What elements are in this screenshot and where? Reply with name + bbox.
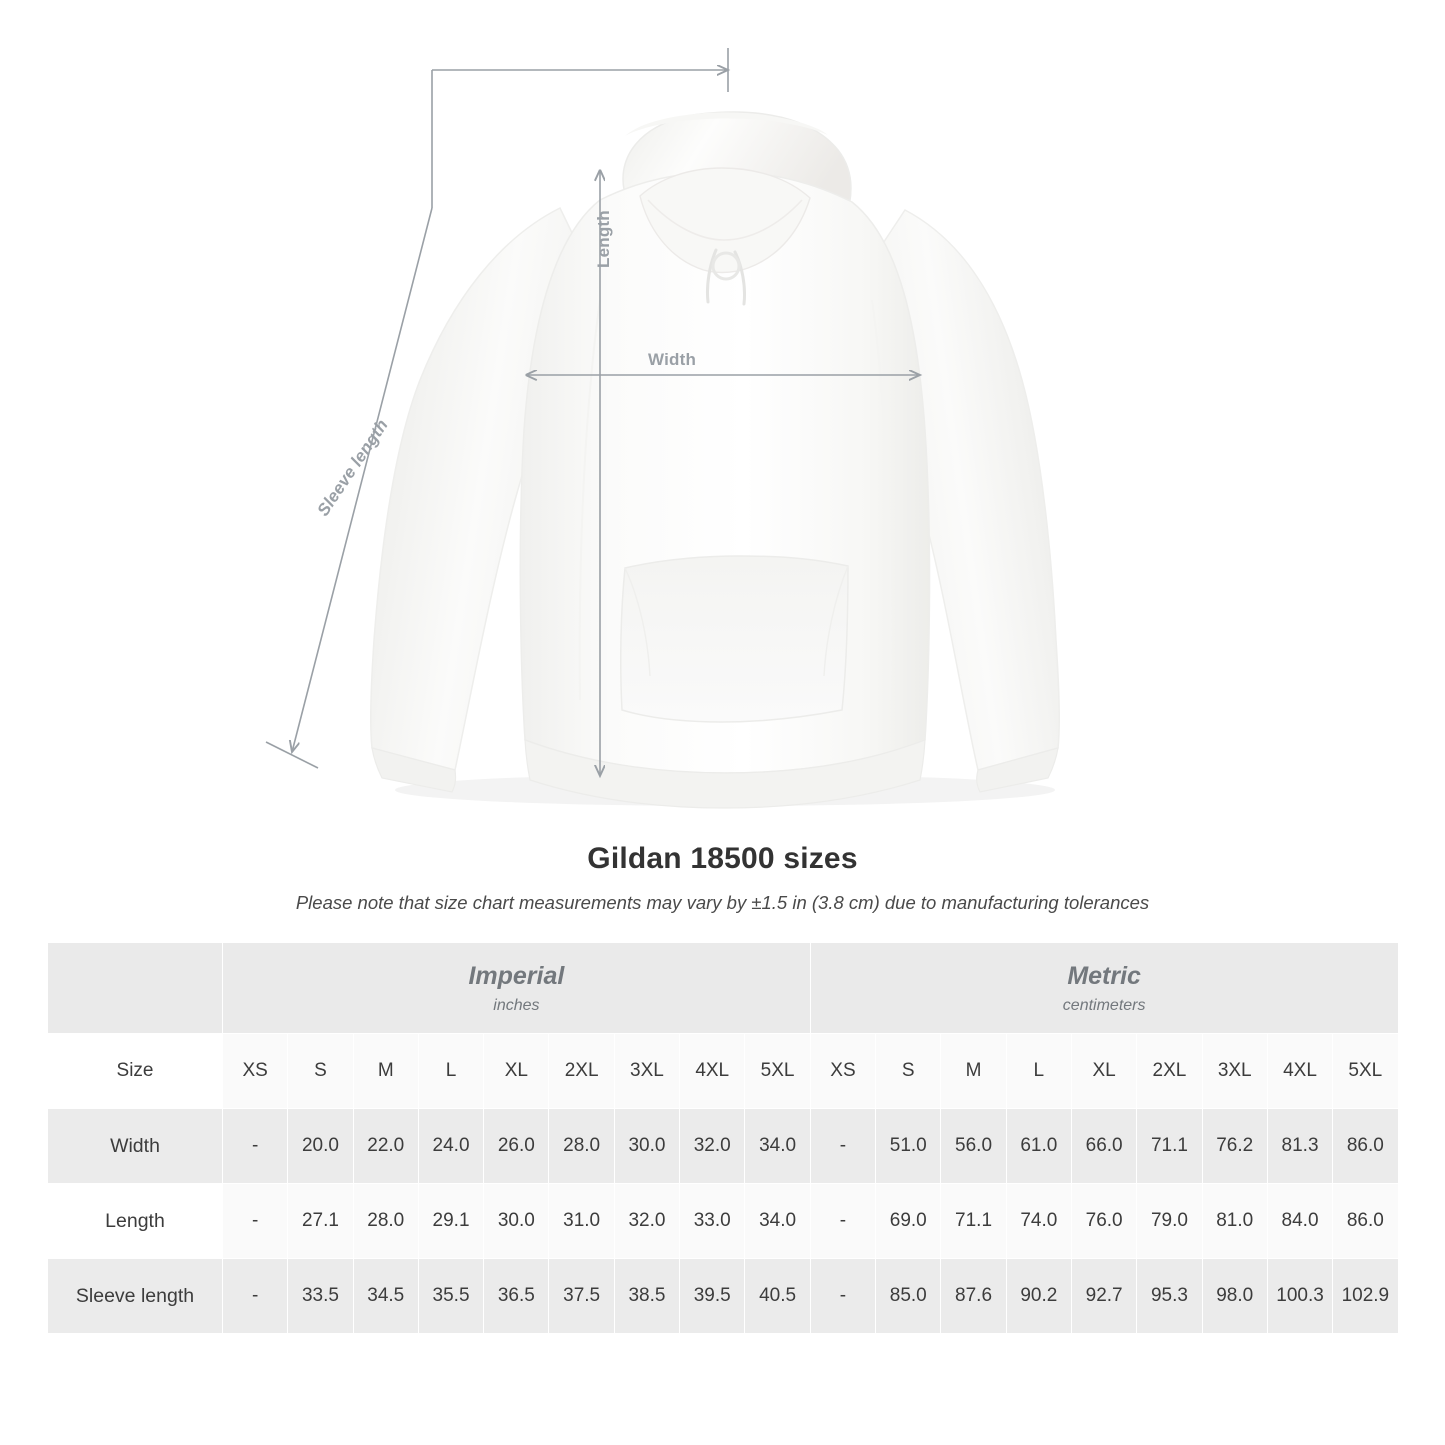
sleeve-metric-4xl: 100.3 [1267,1259,1332,1334]
length-imperial-l: 29.1 [418,1184,483,1259]
length-imperial-xs: - [223,1184,288,1259]
row-label-width: Width [48,1109,223,1184]
size-header-imperial-xs: XS [223,1034,288,1109]
length-imperial-4xl: 33.0 [680,1184,745,1259]
sleeve-metric-s: 85.0 [876,1259,941,1334]
width-imperial-4xl: 32.0 [680,1109,745,1184]
width-metric-xs: - [810,1109,875,1184]
page-title: Gildan 18500 sizes [587,842,858,875]
width-imperial-5xl: 34.0 [745,1109,810,1184]
width-imperial-3xl: 30.0 [614,1109,679,1184]
length-imperial-2xl: 31.0 [549,1184,614,1259]
sleeve-metric-2xl: 95.3 [1137,1259,1202,1334]
length-metric-4xl: 84.0 [1267,1184,1332,1259]
length-dimension-label: Length [594,210,613,268]
length-metric-2xl: 79.0 [1137,1184,1202,1259]
sleeve-metric-5xl: 102.9 [1333,1259,1398,1334]
size-header-metric-s: S [876,1034,941,1109]
width-metric-s: 51.0 [876,1109,941,1184]
size-header-metric-l: L [1006,1034,1071,1109]
sleeve-metric-3xl: 98.0 [1202,1259,1267,1334]
length-imperial-s: 27.1 [288,1184,353,1259]
size-table-wrap [0,942,1445,1334]
size-header-imperial-3xl: 3XL [614,1034,679,1109]
size-header-row [48,1034,1399,1109]
sleeve-metric-xs: - [810,1259,875,1334]
size-header-metric-2xl: 2XL [1137,1034,1202,1109]
width-imperial-xl: 26.0 [484,1109,549,1184]
size-header-imperial-2xl: 2XL [549,1034,614,1109]
sleeve-imperial-2xl: 37.5 [549,1259,614,1334]
width-metric-4xl: 81.3 [1267,1109,1332,1184]
size-header-imperial-xl: XL [484,1034,549,1109]
length-metric-xl: 76.0 [1071,1184,1136,1259]
length-metric-3xl: 81.0 [1202,1184,1267,1259]
size-header-imperial-m: M [353,1034,418,1109]
sleeve-imperial-m: 34.5 [353,1259,418,1334]
length-imperial-xl: 30.0 [484,1184,549,1259]
size-header-imperial-l: L [418,1034,483,1109]
length-imperial-5xl: 34.0 [745,1184,810,1259]
units-corner-cell [48,943,223,1034]
width-imperial-2xl: 28.0 [549,1109,614,1184]
length-metric-5xl: 86.0 [1333,1184,1398,1259]
width-metric-l: 61.0 [1006,1109,1071,1184]
sleeve-metric-xl: 92.7 [1071,1259,1136,1334]
size-header-label: Size [48,1034,223,1109]
tolerance-note: Please note that size chart measurements may vary by ±1.5 in (3.8 cm) due to manufacturing tolerances [295,892,1150,913]
width-metric-m: 56.0 [941,1109,1006,1184]
length-metric-m: 71.1 [941,1184,1006,1259]
length-metric-l: 74.0 [1006,1184,1071,1259]
width-imperial-s: 20.0 [288,1109,353,1184]
width-metric-xl: 66.0 [1071,1109,1136,1184]
width-imperial-xs: - [223,1109,288,1184]
length-imperial-3xl: 32.0 [614,1184,679,1259]
size-header-imperial-5xl: 5XL [745,1034,810,1109]
unit-sub-metric: centimeters [1062,996,1146,1014]
size-header-metric-m: M [941,1034,1006,1109]
table-row [48,1259,1399,1334]
size-header-metric-4xl: 4XL [1267,1034,1332,1109]
sleeve-metric-m: 87.6 [941,1259,1006,1334]
title-block [0,842,1445,914]
row-label-sleeve-length: Sleeve length [48,1259,223,1334]
sleeve-imperial-xs: - [223,1259,288,1334]
length-imperial-m: 28.0 [353,1184,418,1259]
size-header-metric-xl: XL [1071,1034,1136,1109]
size-header-imperial-4xl: 4XL [680,1034,745,1109]
width-imperial-m: 22.0 [353,1109,418,1184]
size-header-metric-xs: XS [810,1034,875,1109]
unit-group-imperial [223,943,811,1034]
length-metric-s: 69.0 [876,1184,941,1259]
unit-group-metric [810,943,1398,1034]
sleeve-imperial-s: 33.5 [288,1259,353,1334]
unit-name-imperial: Imperial [468,961,565,990]
width-metric-2xl: 71.1 [1137,1109,1202,1184]
unit-name-metric: Metric [1067,961,1141,990]
row-label-length: Length [48,1184,223,1259]
width-metric-3xl: 76.2 [1202,1109,1267,1184]
table-row [48,1184,1399,1259]
sleeve-imperial-l: 35.5 [418,1259,483,1334]
table-row [48,1109,1399,1184]
sleeve-length-dimension-label: Sleeve length [313,415,392,520]
sleeve-imperial-xl: 36.5 [484,1259,549,1334]
sleeve-imperial-3xl: 38.5 [614,1259,679,1334]
sleeve-imperial-5xl: 40.5 [745,1259,810,1334]
width-dimension-label: Width [648,350,697,369]
size-header-metric-5xl: 5XL [1333,1034,1398,1109]
size-header-imperial-s: S [288,1034,353,1109]
size-header-metric-3xl: 3XL [1202,1034,1267,1109]
width-metric-5xl: 86.0 [1333,1109,1398,1184]
length-metric-xs: - [810,1184,875,1259]
unit-sub-imperial: inches [493,996,540,1014]
size-chart-table [47,942,1399,1334]
units-header-row [48,943,1399,1034]
sleeve-metric-l: 90.2 [1006,1259,1071,1334]
width-imperial-l: 24.0 [418,1109,483,1184]
sleeve-imperial-4xl: 39.5 [680,1259,745,1334]
